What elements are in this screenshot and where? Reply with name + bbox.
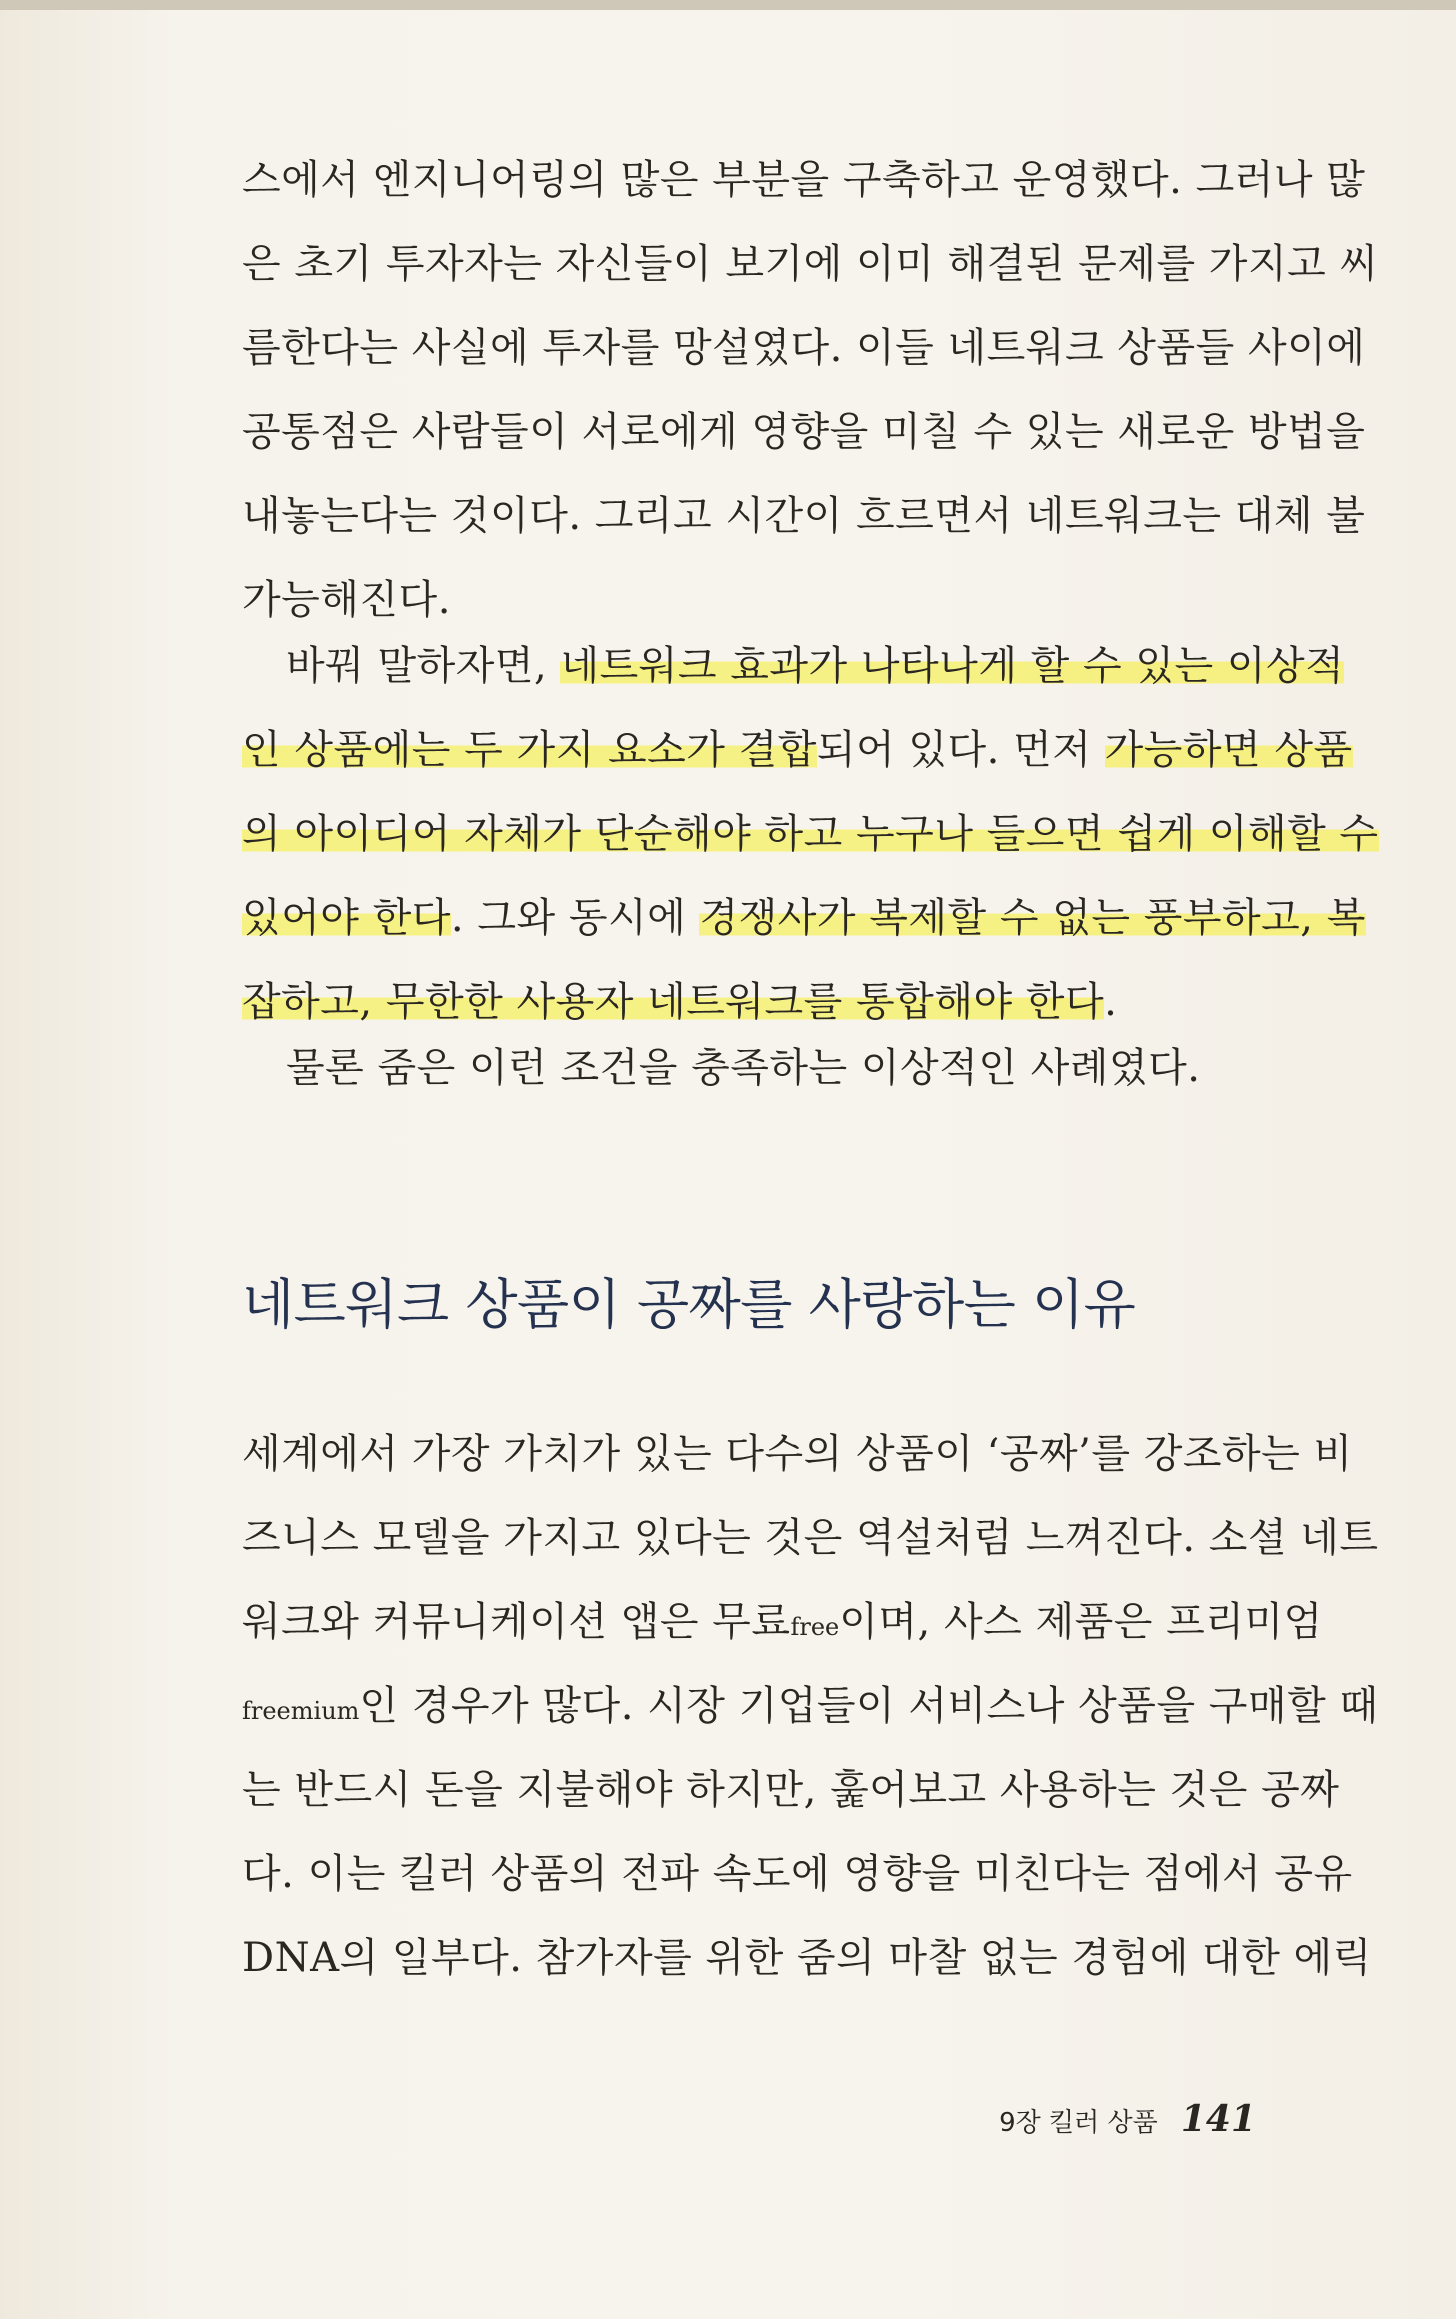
page-footer [999, 2098, 1256, 2140]
text-span: 이며, 사스 제품은 프리미엄 [839, 1599, 1323, 1645]
text-line [242, 876, 1366, 960]
text-line: 는 반드시 돈을 지불해야 하지만, 훑어보고 사용하는 것은 공짜 [242, 1767, 1340, 1813]
paragraph-3 [242, 1026, 1242, 1110]
text-line: 세계에서 가장 가치가 있는 다수의 상품이 ‘공짜’를 강조하는 비 [242, 1431, 1353, 1477]
chapter-label: 9장 킬러 상품 [999, 2108, 1158, 2138]
page-top-edge [0, 0, 1456, 10]
text-line: 스에서 엔지니어링의 많은 부분을 구축하고 운영했다. 그러나 많 [242, 157, 1366, 203]
text-line [242, 792, 1379, 876]
text-line: 공통점은 사람들이 서로에게 영향을 미칠 수 있는 새로운 방법을 [242, 409, 1366, 455]
text-line: DNA의 일부다. 참가자를 위한 줌의 마찰 없는 경험에 대한 에릭 [242, 1935, 1372, 1981]
english-gloss: freemium [242, 1697, 360, 1725]
text-span: 되어 있다. 먼저 [816, 727, 1105, 773]
section-heading: 네트워크 상품이 공짜를 사랑하는 이유 [242, 1273, 1136, 1336]
text-line [242, 708, 1353, 792]
highlighted-text: 네트워크 효과가 나타나게 할 수 있는 이상적 [560, 643, 1345, 689]
text-line: 내놓는다는 것이다. 그리고 시간이 흐르면서 네트워크는 대체 불 [242, 493, 1366, 539]
text-line: 물론 줌은 이런 조건을 충족하는 이상적인 사례였다. [286, 1045, 1201, 1091]
paragraph-2 [242, 624, 1379, 1044]
text-span: 바꿔 말하자면, [286, 643, 561, 689]
highlighted-text: 경쟁사가 복제할 수 없는 풍부하고, 복 [699, 895, 1366, 941]
highlighted-text: 가능하면 상품 [1104, 727, 1353, 773]
paragraph-1 [242, 138, 1379, 642]
highlighted-text: 의 아이디어 자체가 단순해야 하고 누구나 들으면 쉽게 이해할 수 [242, 811, 1379, 857]
highlighted-text: 인 상품에는 두 가지 요소가 결합 [242, 727, 817, 773]
text-line: 다. 이는 킬러 상품의 전파 속도에 영향을 미친다는 점에서 공유 [242, 1851, 1353, 1897]
text-line: 가능해진다. [242, 577, 451, 623]
text-line: 은 초기 투자자는 자신들이 보기에 이미 해결된 문제를 가지고 씨 [242, 241, 1379, 287]
text-line: 름한다는 사실에 투자를 망설였다. 이들 네트워크 상품들 사이에 [242, 325, 1366, 371]
text-line [242, 624, 1345, 708]
highlighted-text: 있어야 한다 [242, 895, 451, 941]
english-gloss: free [790, 1613, 840, 1641]
paragraph-4 [242, 1412, 1379, 2000]
text-span: 워크와 커뮤니케이션 앱은 무료 [242, 1599, 791, 1645]
page-number: 141 [1180, 2098, 1256, 2140]
text-line [242, 1580, 1323, 1664]
text-span: . [1104, 979, 1118, 1025]
text-line [242, 1664, 1379, 1748]
text-line: 즈니스 모델을 가지고 있다는 것은 역설처럼 느껴진다. 소셜 네트 [242, 1515, 1379, 1561]
highlighted-text: 잡하고, 무한한 사용자 네트워크를 통합해야 한다 [242, 979, 1105, 1025]
text-span: . 그와 동시에 [450, 895, 700, 941]
text-span: 인 경우가 많다. 시장 기업들이 서비스나 상품을 구매할 때 [359, 1683, 1379, 1729]
